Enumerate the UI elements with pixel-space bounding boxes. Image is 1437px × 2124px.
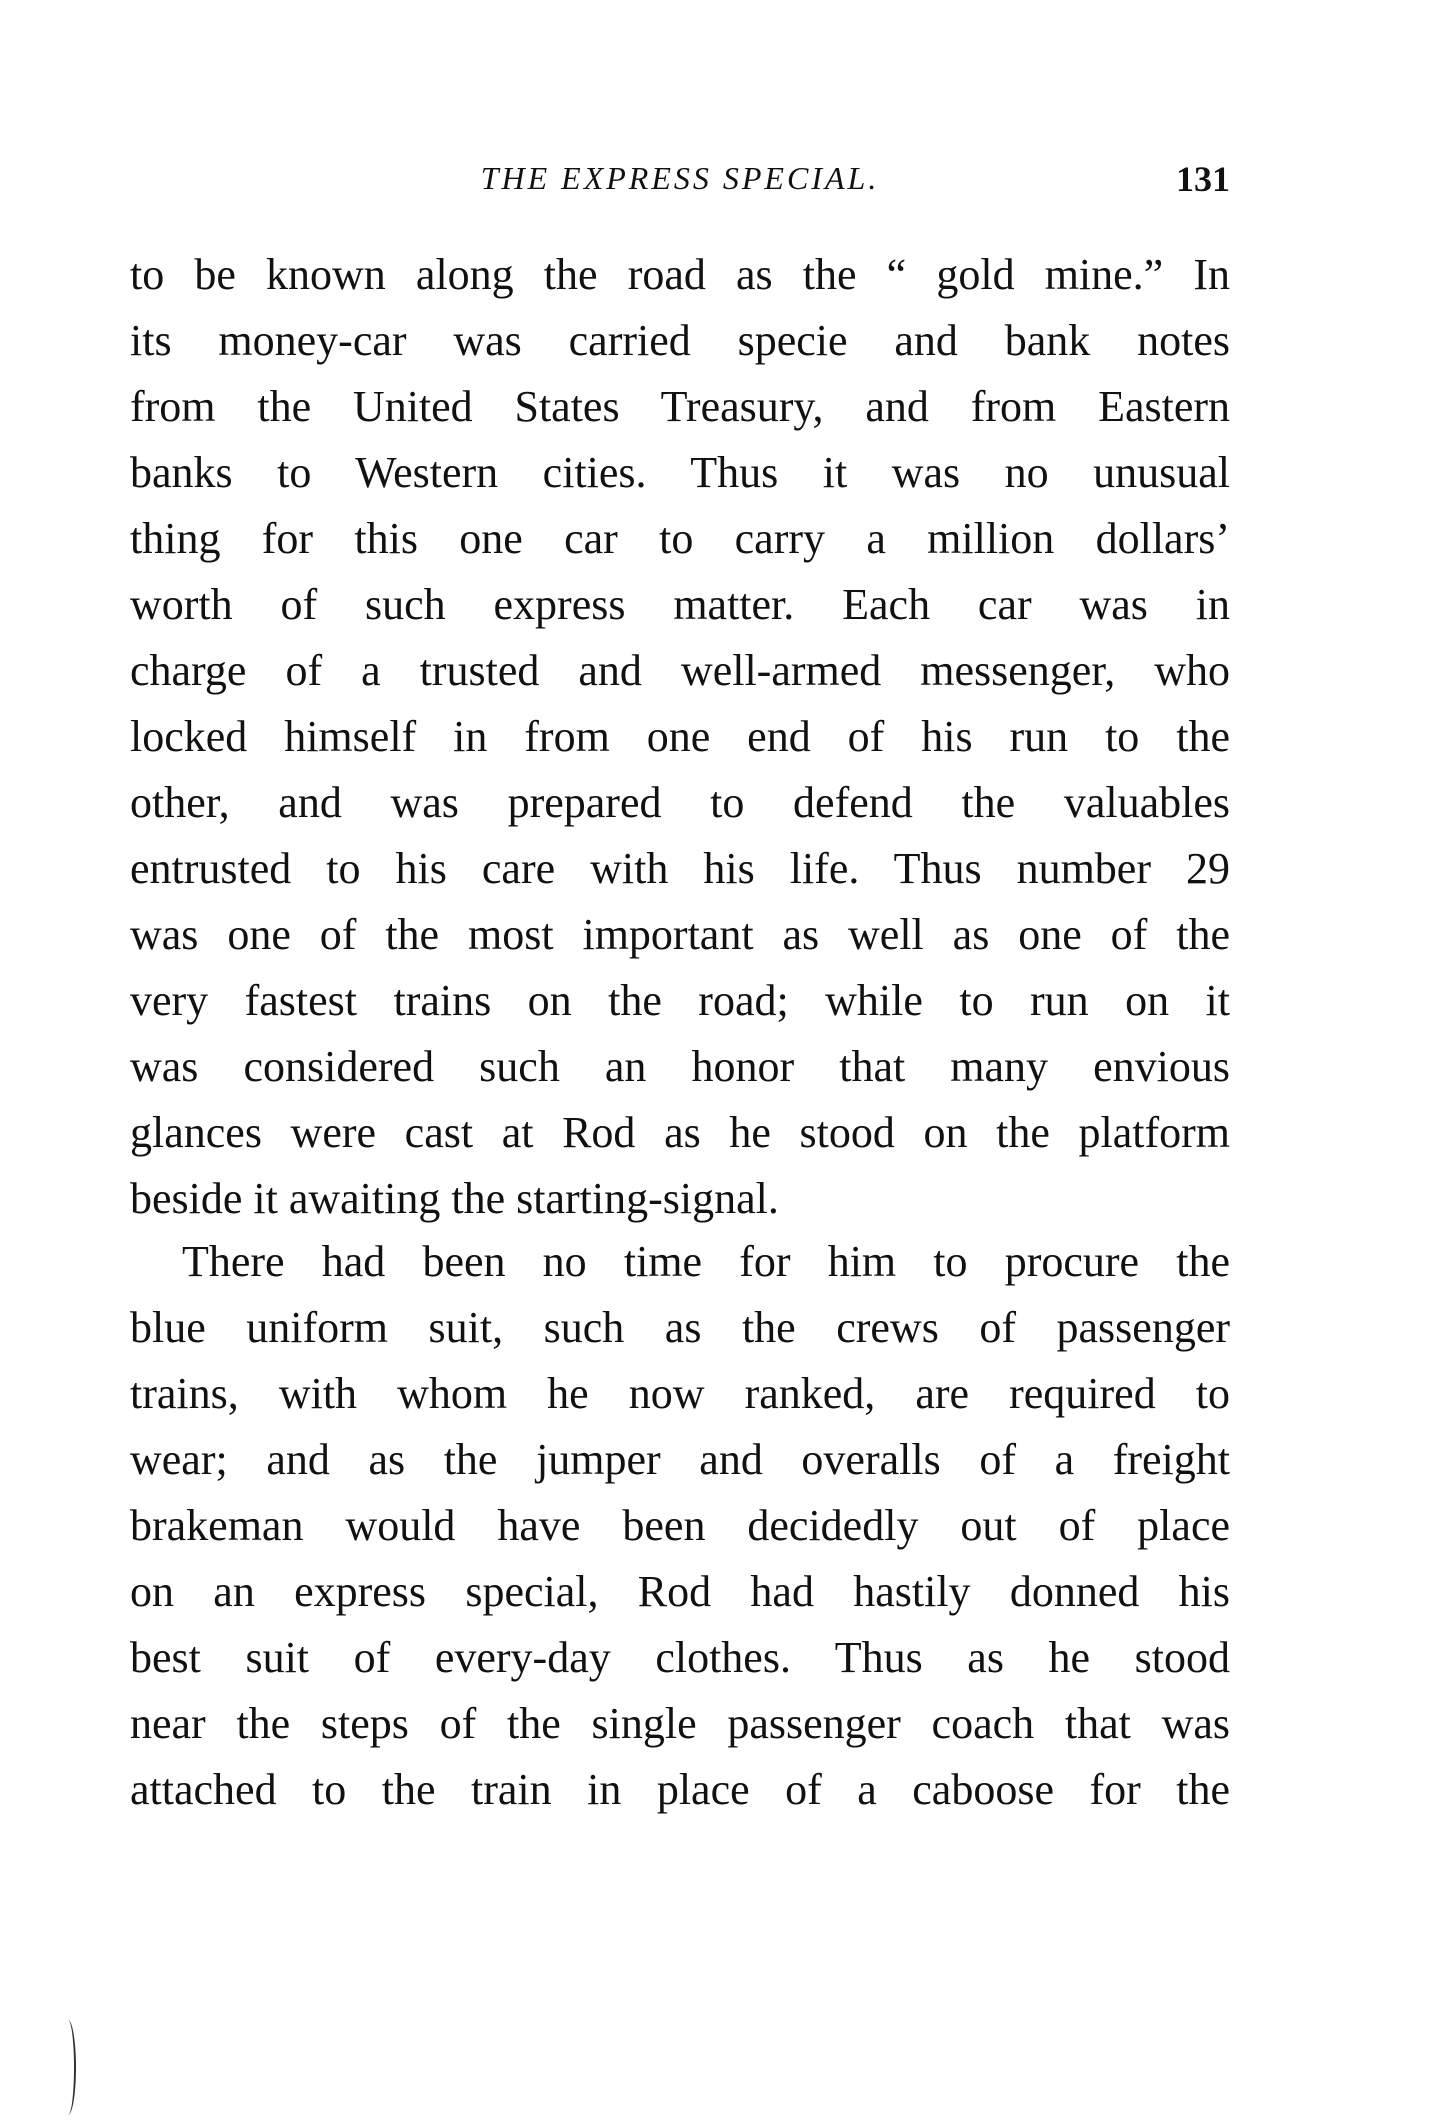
chapter-title: THE EXPRESS SPECIAL. [480, 160, 880, 196]
text-line: locked himself in from one end of his run to the [130, 712, 1230, 761]
text-line: worth of such express matter. Each car was in [130, 580, 1230, 629]
text-line: was one of the most important as well as one of the [130, 910, 1230, 959]
page-number: 131 [1176, 159, 1230, 199]
text-line: best suit of every-day clothes. Thus as he stood [130, 1633, 1230, 1682]
text-line: banks to Western cities. Thus it was no unusual [130, 448, 1230, 497]
text-line: on an express special, Rod had hastily donned his [130, 1567, 1230, 1616]
text-line: brakeman would have been decidedly out of place [130, 1501, 1230, 1550]
text-line: beside it awaiting the starting-signal. [130, 1174, 779, 1223]
paragraph-1 [130, 242, 1230, 1232]
text-line: to be known along the road as the “ gold mine.” In [130, 250, 1230, 299]
text-line: was considered such an honor that many envious [130, 1042, 1230, 1091]
text-line: very fastest trains on the road; while to run on it [130, 976, 1230, 1025]
text-line: entrusted to his care with his life. Thus number 29 [130, 844, 1230, 893]
text-line: trains, with whom he now ranked, are required to [130, 1369, 1230, 1418]
text-line: blue uniform suit, such as the crews of passenger [130, 1303, 1230, 1352]
paragraph-2 [130, 1229, 1230, 1823]
running-header [130, 150, 1230, 210]
text-line: wear; and as the jumper and overalls of a freight [130, 1435, 1230, 1484]
text-line: thing for this one car to carry a million dollars’ [130, 514, 1230, 563]
text-line: glances were cast at Rod as he stood on the platform [130, 1108, 1230, 1157]
text-line: from the United States Treasury, and from Eastern [130, 382, 1230, 431]
text-line: There had been no time for him to procure the [182, 1237, 1230, 1286]
text-line: its money-car was carried specie and bank notes [130, 316, 1230, 365]
text-line: other, and was prepared to defend the valuables [130, 778, 1230, 827]
text-line: charge of a trusted and well-armed messenger, who [130, 646, 1230, 695]
text-line: attached to the train in place of a caboose for the [130, 1765, 1230, 1814]
text-line: near the steps of the single passenger coach that was [130, 1699, 1230, 1748]
margin-mark [60, 2020, 76, 2115]
